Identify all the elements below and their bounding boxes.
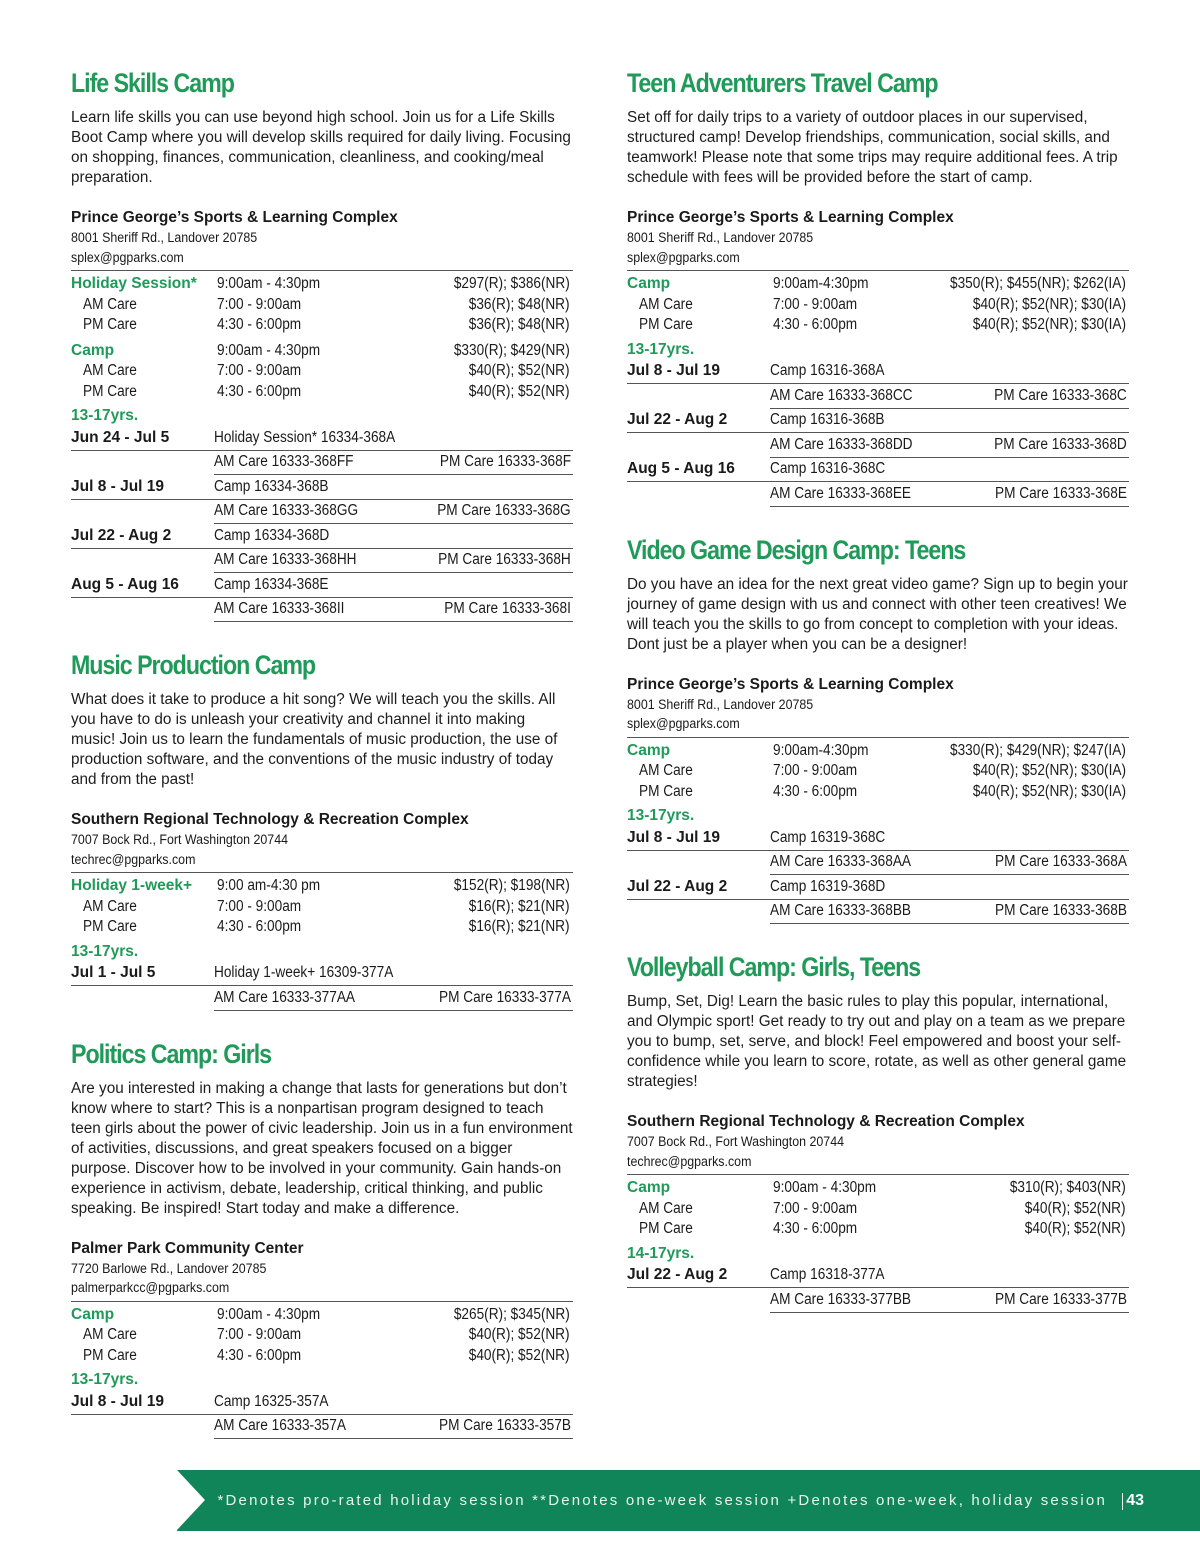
pricing-time: 9:00 am-4:30 pm <box>217 877 321 894</box>
pricing-time: 4:30 - 6:00pm <box>773 1220 858 1237</box>
pricing-price: $152(R); $198(NR) <box>454 877 570 894</box>
venue-name: Prince George’s Sports & Learning Complex <box>71 209 398 226</box>
pm-care-cell <box>419 502 573 520</box>
care-row <box>214 986 573 1011</box>
pricing-row <box>71 295 573 316</box>
pricing-label: PM Care <box>83 316 137 333</box>
age-range: 13-17yrs. <box>627 340 695 358</box>
camp-description: What does it take to produce a hit song? We will teach you the skills. All you have to do is unleash your creativity and channel it into making music! Join us to learn the fundamentals of music production, the use of production software, and the conventions of the music industry of today and from the past! <box>71 691 558 788</box>
am-care-code: AM Care 16333-368CC <box>770 386 913 404</box>
pricing-row <box>627 1199 1129 1220</box>
pricing-row <box>71 1325 573 1346</box>
pricing-time: 7:00 - 9:00am <box>773 1199 858 1217</box>
session-dates: Aug 5 - Aug 16 <box>627 460 735 478</box>
pricing-row <box>627 1178 1129 1199</box>
venue-email: splex@pgparks.com <box>627 249 740 265</box>
care-row <box>214 549 573 574</box>
venue-info <box>627 208 1129 271</box>
pricing-time: 7:00 - 9:00am <box>217 897 302 915</box>
session-dates: Jul 8 - Jul 19 <box>627 362 721 380</box>
pricing-price: $36(R); $48(NR) <box>469 316 570 333</box>
am-care-code: AM Care 16333-368AA <box>770 853 912 871</box>
pricing-row <box>71 897 573 918</box>
session-code: Holiday Session* 16334-368A <box>214 428 396 446</box>
pricing-label: PM Care <box>83 1346 137 1364</box>
pricing-label: Camp <box>627 275 671 292</box>
am-care-code: AM Care 16333-368HH <box>214 551 357 569</box>
pricing-table <box>71 1305 573 1367</box>
care-row <box>770 851 1129 876</box>
pm-care-code: PM Care 16333-368E <box>995 484 1127 502</box>
camp-title: Teen Adventurers Travel Camp <box>627 68 938 98</box>
camp-description: Are you interested in making a change that lasts for generations but don’t know where to start? This is a nonpartisan program designed to teach teen girls about the power of civic leadership. Join us in a fun environment of activities, discussions, and great speakers focused on a bigger purpose. Discover how to be involved in your community. Gain hands-on experience in activism, debate, leadership, critical thinking, and public speaking. Be inspired! Start today and make a difference. <box>71 1079 573 1217</box>
pricing-time: 4:30 - 6:00pm <box>217 382 302 400</box>
session-dates: Jul 1 - Jul 5 <box>71 964 156 982</box>
pm-care-code: PM Care 16333-368A <box>995 853 1127 871</box>
session-dates: Jul 22 - Aug 2 <box>627 411 728 429</box>
session-code: Camp 16319-368D <box>770 877 886 895</box>
left-column <box>71 66 573 1465</box>
pm-care-cell <box>421 989 573 1007</box>
footer-notch <box>177 1470 205 1530</box>
pricing-row <box>627 761 1129 782</box>
pricing-row <box>71 341 573 362</box>
session-dates: Jul 8 - Jul 19 <box>71 477 165 495</box>
session-row <box>71 426 573 451</box>
session-block <box>627 1264 1129 1313</box>
pricing-time: 7:00 - 9:00am <box>773 762 858 779</box>
pricing-label: Holiday 1-week+ <box>71 877 193 894</box>
session-block <box>71 1390 573 1439</box>
pm-care-code: PM Care 16333-357B <box>439 1417 571 1435</box>
age-range: 13-17yrs. <box>71 942 139 960</box>
venue-name: Prince George’s Sports & Learning Complex <box>627 675 954 693</box>
pricing-label: PM Care <box>83 382 137 400</box>
pricing-price: $16(R); $21(NR) <box>469 918 570 935</box>
session-code: Camp 16316-368A <box>770 362 885 380</box>
session-row <box>627 458 1129 483</box>
am-care-code: AM Care 16333-368BB <box>770 902 912 920</box>
pricing-label: Camp <box>71 1305 115 1323</box>
session-block <box>71 962 573 1011</box>
pricing-time: 9:00am-4:30pm <box>773 741 869 759</box>
session-block <box>71 573 573 622</box>
pricing-row <box>71 315 573 336</box>
pricing-price: $40(R); $52(NR) <box>469 362 570 379</box>
pricing-row <box>71 361 573 382</box>
session-row <box>71 524 573 549</box>
care-row <box>770 1288 1129 1313</box>
pricing-price: $40(R); $52(NR) <box>469 1346 570 1364</box>
venue-info <box>627 675 1129 738</box>
camp-description: Set off for daily trips to a variety of outdoor places in our supervised, structured camp! Develop friendships, communication, social skills, and teamwork! Please note that some trips may require additional fees. A trip schedule with fees will be provided before the start of camp. <box>627 109 1118 186</box>
pm-care-code: PM Care 16333-368G <box>437 502 571 520</box>
pm-care-cell <box>977 853 1129 871</box>
pricing-label: PM Care <box>639 316 693 333</box>
right-column <box>627 66 1129 1339</box>
pricing-time: 7:00 - 9:00am <box>217 362 302 379</box>
pricing-price: $36(R); $48(NR) <box>469 295 570 313</box>
session-row <box>71 573 573 598</box>
pricing-row <box>71 917 573 938</box>
venue-email: techrec@pgparks.com <box>71 851 196 867</box>
venue-name: Prince George’s Sports & Learning Complex <box>627 209 954 226</box>
pm-care-code: PM Care 16333-377A <box>439 988 571 1006</box>
camp-section <box>71 66 573 622</box>
pricing-row <box>627 295 1129 316</box>
pm-care-code: PM Care 16333-377B <box>995 1290 1127 1308</box>
session-row <box>627 1264 1129 1289</box>
am-care-code: AM Care 16333-377BB <box>770 1290 912 1308</box>
camp-description: Do you have an idea for the next great video game? Sign up to begin your journey of game design with us and connect with other teen creatives! We will teach you the skills to go from concept to completion with your ideas. Dont just be a player when you can be a designer! <box>627 575 1128 653</box>
pricing-price: $40(R); $52(NR); $30(IA) <box>972 762 1126 779</box>
pricing-row <box>71 1305 573 1326</box>
pricing-price: $310(R); $403(NR) <box>1010 1179 1126 1196</box>
pricing-time: 9:00am-4:30pm <box>773 275 869 292</box>
venue-address: 7007 Bock Rd., Fort Washington 20744 <box>627 1134 845 1149</box>
camp-description: Learn life skills you can use beyond high school. Join us for a Life Skills Boot Camp where you will develop skills required for daily living. Focusing on shopping, finances, communication, cleanliness, and cooking/meal preparation. <box>71 109 571 186</box>
session-row <box>71 475 573 500</box>
venue-address: 8001 Sheriff Rd., Landover 20785 <box>627 230 814 245</box>
session-dates: Jul 22 - Aug 2 <box>71 526 172 544</box>
pricing-price: $40(R); $52(NR) <box>469 1326 570 1343</box>
session-row <box>627 409 1129 434</box>
pricing-time: 4:30 - 6:00pm <box>773 316 858 333</box>
page-number: 43 <box>1126 1492 1144 1509</box>
pm-care-cell <box>976 436 1129 454</box>
session-code: Camp 16316-368C <box>770 460 886 478</box>
session-row <box>627 360 1129 385</box>
camp-title: Video Game Design Camp: Teens <box>627 534 966 565</box>
pricing-label: AM Care <box>639 1199 693 1217</box>
pricing-row <box>627 315 1129 336</box>
session-row <box>71 962 573 987</box>
session-dates: Aug 5 - Aug 16 <box>71 575 179 593</box>
pm-care-cell <box>977 1291 1129 1309</box>
pricing-price: $40(R); $52(NR); $30(IA) <box>972 316 1126 333</box>
session-code: Camp 16319-368C <box>770 828 886 846</box>
camp-section <box>71 1037 573 1440</box>
pricing-time: 4:30 - 6:00pm <box>217 918 302 935</box>
session-block <box>627 458 1129 507</box>
session-code: Camp 16334-368D <box>214 526 330 544</box>
pricing-label: PM Care <box>83 918 137 935</box>
venue-address: 8001 Sheriff Rd., Landover 20785 <box>627 696 814 712</box>
venue-name: Southern Regional Technology & Recreation Complex <box>71 811 469 828</box>
pm-care-code: PM Care 16333-368D <box>994 435 1127 453</box>
pricing-label: AM Care <box>639 295 693 313</box>
session-block <box>71 524 573 573</box>
care-row <box>214 598 573 623</box>
pricing-row <box>71 876 573 897</box>
care-row <box>770 482 1129 507</box>
pricing-time: 4:30 - 6:00pm <box>217 1346 302 1364</box>
footer-bar <box>177 1470 1200 1531</box>
session-dates: Jul 22 - Aug 2 <box>627 877 728 895</box>
venue-address: 8001 Sheriff Rd., Landover 20785 <box>71 230 258 245</box>
care-row <box>214 451 573 476</box>
session-dates: Jun 24 - Jul 5 <box>71 428 170 446</box>
pm-care-cell <box>977 485 1129 503</box>
pricing-price: $265(R); $345(NR) <box>454 1305 570 1323</box>
pricing-price: $40(R); $52(NR) <box>1025 1199 1126 1217</box>
pricing-time: 9:00am - 4:30pm <box>217 1305 321 1323</box>
venue-name: Southern Regional Technology & Recreation Complex <box>627 1113 1025 1130</box>
pricing-table <box>71 876 573 938</box>
pricing-time: 7:00 - 9:00am <box>773 295 858 313</box>
camp-description: Bump, Set, Dig! Learn the basic rules to play this popular, international, and Olympic sport! Get ready to try out and play on a team as we prepare you to bump, set, serve, and block! Feel empowered and boost your self-confidence while you learn to score, rotate, as well as other general game strategies! <box>627 993 1127 1090</box>
pricing-label: Holiday Session* <box>71 275 197 292</box>
age-range: 13-17yrs. <box>71 407 139 424</box>
venue-info <box>71 1239 573 1302</box>
venue-email: splex@pgparks.com <box>71 249 184 265</box>
pricing-label: Camp <box>71 341 115 359</box>
session-code: Camp 16316-368B <box>770 411 885 429</box>
pricing-time: 4:30 - 6:00pm <box>217 316 302 333</box>
venue-address: 7720 Barlowe Rd., Landover 20785 <box>71 1260 267 1276</box>
pricing-label: AM Care <box>639 762 693 779</box>
pricing-table <box>627 741 1129 803</box>
camp-section <box>627 533 1129 925</box>
pricing-price: $297(R); $386(NR) <box>454 275 570 292</box>
age-range: 13-17yrs. <box>71 1371 139 1388</box>
care-row <box>770 384 1129 409</box>
pricing-time: 4:30 - 6:00pm <box>773 782 858 800</box>
venue-info <box>71 208 573 271</box>
camp-section <box>71 648 573 1011</box>
age-range: 14-17yrs. <box>627 1244 695 1262</box>
pricing-row <box>71 382 573 403</box>
session-dates: Jul 22 - Aug 2 <box>627 1266 728 1284</box>
pricing-table <box>627 1178 1129 1240</box>
pricing-price: $16(R); $21(NR) <box>469 897 570 915</box>
session-block <box>71 426 573 475</box>
pricing-price: $40(R); $52(NR); $30(IA) <box>972 782 1126 800</box>
pm-care-cell <box>421 1417 573 1435</box>
session-code: Holiday 1-week+ 16309-377A <box>214 964 394 982</box>
pm-care-cell <box>977 902 1129 920</box>
camp-title: Life Skills Camp <box>71 68 234 98</box>
pricing-time: 7:00 - 9:00am <box>217 1326 302 1343</box>
pricing-label: PM Care <box>639 782 693 800</box>
pricing-label: Camp <box>627 1179 671 1196</box>
session-block <box>627 409 1129 458</box>
venue-email: palmerparkcc@pgparks.com <box>71 1280 230 1295</box>
pricing-label: AM Care <box>83 1326 137 1343</box>
pricing-time: 9:00am - 4:30pm <box>217 275 321 292</box>
pm-care-code: PM Care 16333-368C <box>994 386 1127 404</box>
pm-care-cell <box>976 387 1129 405</box>
camp-section <box>627 66 1129 507</box>
pm-care-cell <box>427 600 573 618</box>
pricing-price: $40(R); $52(NR) <box>1025 1220 1126 1237</box>
camp-title: Politics Camp: Girls <box>71 1038 272 1069</box>
pricing-time: 9:00am - 4:30pm <box>217 341 321 359</box>
venue-email: techrec@pgparks.com <box>627 1153 752 1169</box>
am-care-code: AM Care 16333-368FF <box>214 453 354 471</box>
pricing-table <box>627 274 1129 336</box>
pricing-label: AM Care <box>83 295 137 313</box>
session-code: Camp 16325-357A <box>214 1392 329 1410</box>
care-row <box>770 433 1129 458</box>
session-code: Camp 16334-368B <box>214 477 329 495</box>
session-row <box>627 826 1129 851</box>
session-block <box>627 360 1129 409</box>
session-row <box>71 1390 573 1415</box>
pm-care-cell <box>422 453 573 471</box>
pricing-price: $40(R); $52(NR); $30(IA) <box>972 295 1126 313</box>
session-row <box>627 875 1129 900</box>
pricing-row <box>71 1346 573 1367</box>
pricing-label: PM Care <box>639 1220 693 1237</box>
pm-care-code: PM Care 16333-368F <box>439 453 571 471</box>
pm-care-cell <box>420 551 573 569</box>
venue-info <box>627 1112 1129 1175</box>
pricing-time: 7:00 - 9:00am <box>217 295 302 313</box>
pm-care-code: PM Care 16333-368H <box>438 551 571 569</box>
pricing-row <box>627 1219 1129 1240</box>
am-care-code: AM Care 16333-368GG <box>214 502 359 520</box>
pricing-price: $40(R); $52(NR) <box>469 382 570 400</box>
pm-care-code: PM Care 16333-368B <box>995 902 1127 920</box>
pricing-price: $330(R); $429(NR) <box>454 341 570 359</box>
am-care-code: AM Care 16333-377AA <box>214 988 356 1006</box>
pricing-price: $350(R); $455(NR); $262(IA) <box>950 275 1126 292</box>
venue-email: splex@pgparks.com <box>627 716 740 731</box>
pricing-table <box>71 274 573 402</box>
am-care-code: AM Care 16333-357A <box>214 1417 346 1435</box>
care-row <box>214 1415 573 1440</box>
pricing-row <box>627 782 1129 803</box>
care-row <box>214 500 573 525</box>
session-dates: Jul 8 - Jul 19 <box>71 1392 165 1410</box>
am-care-code: AM Care 16333-368DD <box>770 435 913 453</box>
pm-care-code: PM Care 16333-368I <box>444 600 571 618</box>
pricing-price: $330(R); $429(NR); $247(IA) <box>950 741 1126 759</box>
session-code: Camp 16318-377A <box>770 1266 885 1284</box>
venue-name: Palmer Park Community Center <box>71 1239 304 1257</box>
pricing-label: AM Care <box>83 897 137 915</box>
pricing-label: Camp <box>627 741 671 759</box>
pricing-row <box>627 274 1129 295</box>
footer-note: *Denotes pro-rated holiday session **Denotes one-week session +Denotes one-week, holiday session <box>217 1492 1107 1509</box>
session-dates: Jul 8 - Jul 19 <box>627 828 721 846</box>
session-block <box>627 826 1129 875</box>
session-code: Camp 16334-368E <box>214 575 329 593</box>
venue-info <box>71 810 573 873</box>
am-care-code: AM Care 16333-368II <box>214 600 345 618</box>
pricing-time: 9:00am - 4:30pm <box>773 1179 877 1196</box>
session-block <box>71 475 573 524</box>
age-range: 13-17yrs. <box>627 807 695 824</box>
camp-section <box>627 950 1129 1313</box>
am-care-code: AM Care 16333-368EE <box>770 484 912 502</box>
venue-address: 7007 Bock Rd., Fort Washington 20744 <box>71 832 289 847</box>
footer-divider <box>1122 1493 1124 1510</box>
care-row <box>770 900 1129 925</box>
pricing-row <box>627 741 1129 762</box>
camp-title: Volleyball Camp: Girls, Teens <box>627 952 921 982</box>
pricing-label: AM Care <box>83 362 137 379</box>
camp-title: Music Production Camp <box>71 650 316 680</box>
pricing-row <box>71 274 573 295</box>
session-block <box>627 875 1129 924</box>
